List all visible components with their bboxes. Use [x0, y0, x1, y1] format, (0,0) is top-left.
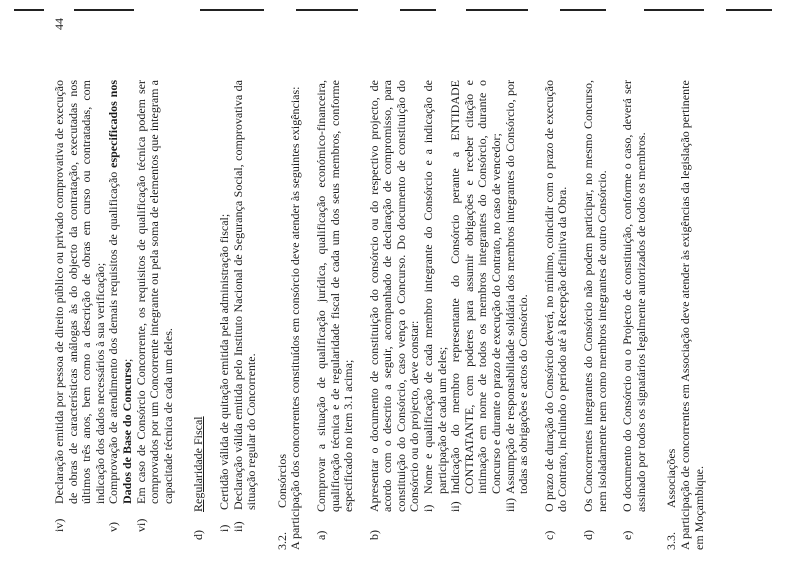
section-32-intro: A participação dos concorrentes constituídos em consórcio deve atender às seguintes exigências:: [288, 86, 303, 550]
clause-label: e): [620, 530, 635, 540]
item-text-part: Comprovação de atendimento dos demais requisitos de qualificação: [106, 167, 121, 504]
section-33-intro: A participação de concorrentes em Associação deve atender às exigências da legislação pertinente em Moçambique.: [677, 80, 706, 550]
item-label: iv): [52, 518, 66, 532]
item-text: Declaração emitida por pessoa de direito público ou privado comprovativa de execução de obras de características análogas às do objecto da contratação, executadas nos últimos três anos, bem como a descrição de obras em curso ou contratadas, com indicação dos dados necessários à sua verificação;: [52, 80, 107, 504]
clause-d: [582, 80, 609, 550]
section-title: Associações: [664, 448, 679, 508]
clause-text: Os Concorrentes integrantes do Consórcio não podem participar, no mesmo Concurso, nem isoladamente nem como membros integrantes de outro Consórcio.: [581, 80, 609, 512]
section-number: 3.2.: [274, 532, 289, 550]
item-label: vi): [133, 518, 148, 532]
section-title: Consórcios: [274, 454, 289, 508]
clause-label: a): [313, 530, 328, 540]
clause-label: b): [366, 530, 381, 540]
clause-label: d): [581, 530, 595, 540]
section-heading: Regularidade Fiscal: [191, 416, 206, 512]
clause-body: [368, 80, 531, 512]
item-text: Em caso de Consórcio Concorrente, os requisitos de qualificação técnica podem ser comprovados por um Concorrente integrante ou pela soma de elementos que integram a capacitade técnica de cada um deles.: [133, 80, 175, 504]
item-text: Declaração válida emitida pelo Instituto Nacional de Segurança Social, comprovativa da situação regular do Concorrente.: [230, 80, 259, 510]
clause-text: O prazo de duração do Consórcio deverá, no mínimo, coincidir com o prazo de execução do Contrato, incluindo o período até à Recepção definitiva da Obra.: [541, 80, 570, 512]
section-d-item-ii: [232, 80, 259, 550]
section-label: d): [191, 530, 206, 540]
section-number: 3.3.: [664, 532, 679, 550]
item-text: Indicação do membro representante do Consórcio perante a ENTIDADE CONTRATANTE, com poderes para assumir obrigações e receber citação e intimação em nome de todos os membros integrantes do Consórcio, durante o Concurso e durante o prazo de execução do Contrato, no caso de vencedor;: [448, 80, 504, 494]
clause-c: [543, 80, 570, 550]
item-text: Assumpção de responsabilidade solidária dos membros integrantes do Consórcio, por todas as obrigações e actos do Consórcio.: [502, 80, 531, 494]
item-label: ii): [448, 501, 463, 512]
item-label: i): [216, 524, 231, 532]
clause-e: [621, 80, 648, 550]
clause-b-item-iii: [504, 80, 531, 512]
item-text: Certidão válida de quitação emitida pela administração fiscal;: [216, 213, 231, 510]
clause-text: Apresentar o documento de constituição do consórcio ou do respectivo projecto, de acordo com o descrito a seguir, acompanhado de declaração de compromisso, para constituição do Consórcio, caso vença o Concurso. Do documento de constituição do Consórcio ou do projecto, deve constar:: [366, 80, 422, 512]
section-d-heading: [192, 80, 206, 550]
item-text-bold: especificados nos Dados de Base do Concurso: [106, 79, 134, 504]
item-v: [107, 80, 134, 550]
section-d-item-i: [218, 80, 232, 550]
item-text-part: ;: [119, 358, 134, 362]
clause-text: Comprovar a situação de qualificação jurídica, qualificação económico-financeira, qualificação técnica e de regularidade fiscal de cada um dos seus membros, conforme especificado no item 3.1 acima;: [313, 80, 356, 512]
clause-a: [315, 80, 356, 550]
clause-label: c): [541, 530, 556, 540]
item-vi: [135, 80, 176, 550]
section-32-heading: [276, 80, 290, 550]
item-label: i): [421, 504, 436, 512]
document-body: [53, 80, 706, 550]
item-label: ii): [230, 521, 245, 532]
clause-b: [368, 80, 531, 550]
item-iv: [53, 80, 107, 550]
item-label: v): [106, 522, 121, 532]
clause-text: O documento do Consórcio ou o Projecto de constituição, conforme o caso, deverá ser assinado por todos os signatários legalmente autorizados de todos os membros.: [620, 80, 648, 512]
page-number: 44: [52, 18, 66, 30]
section-33-heading: [665, 80, 679, 550]
clause-b-item-ii: [449, 80, 503, 512]
clause-b-item-i: [422, 80, 449, 512]
item-text: [107, 80, 134, 504]
item-text: Nome e qualificação de cada membro integrante do Consórcio e a indicação de participação de cada um deles;: [421, 80, 449, 494]
item-label: iii): [502, 498, 517, 512]
